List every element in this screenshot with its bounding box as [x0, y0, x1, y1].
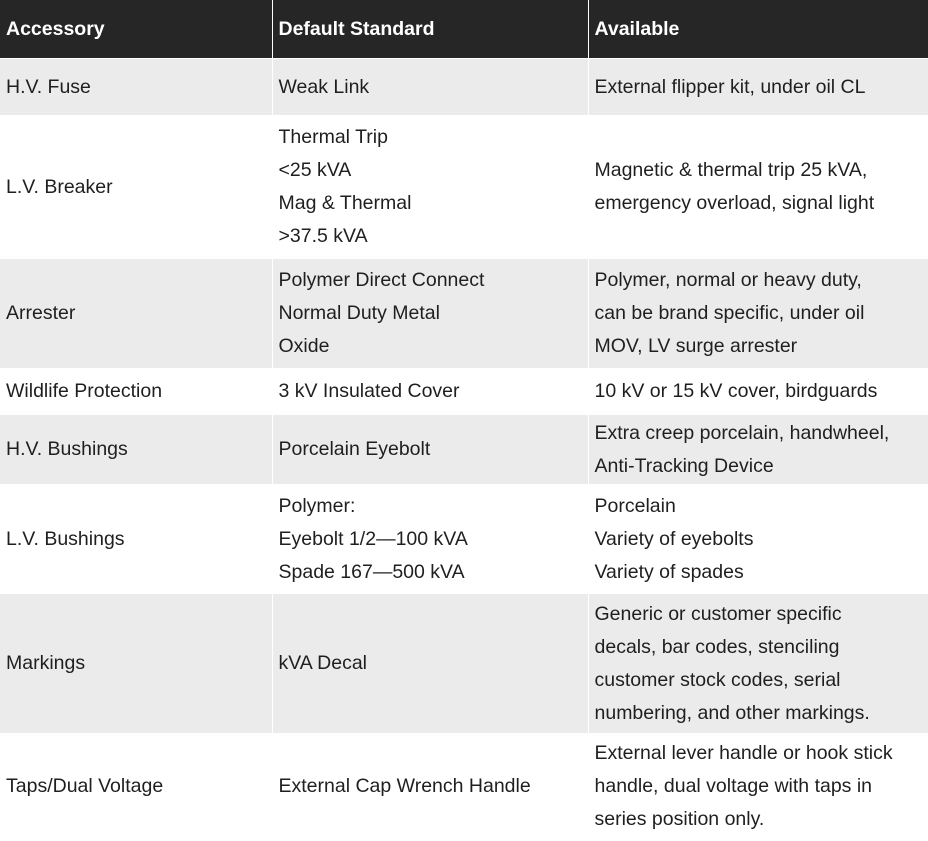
cell-line: series position only. [594, 808, 765, 831]
cell-accessory: H.V. Bushings [0, 415, 272, 485]
cell-line: 3 kV Insulated Cover [278, 380, 460, 402]
cell-available [588, 415, 928, 485]
cell-accessory: L.V. Bushings [0, 485, 272, 594]
cell-line: Weak Link [278, 75, 370, 98]
cell-available [588, 734, 928, 840]
table-row [0, 59, 928, 116]
cell-accessory: Wildlife Protection [0, 369, 272, 415]
cell-line: >37.5 kVA [278, 225, 368, 247]
table-row [0, 485, 928, 594]
cell-line: Eyebolt 1/2—100 kVA [278, 527, 468, 550]
cell-line: Oxide [278, 335, 330, 357]
header-row [0, 0, 928, 59]
cell-default-standard [272, 594, 588, 734]
cell-default-standard [272, 734, 588, 840]
cell-line: MOV, LV surge arrester [594, 335, 798, 357]
cell-accessory: Taps/Dual Voltage [0, 734, 272, 840]
cell-default-standard [272, 59, 588, 116]
cell-line: kVA Decal [278, 652, 368, 674]
cell-line: Normal Duty Metal [278, 302, 440, 324]
cell-default-standard [272, 259, 588, 369]
cell-line: Polymer, normal or heavy duty, [594, 269, 862, 291]
cell-line: Anti-Tracking Device [594, 454, 774, 477]
cell-line: External Cap Wrench Handle [278, 775, 531, 798]
cell-line: handle, dual voltage with taps in [594, 775, 873, 798]
cell-line: Polymer Direct Connect [278, 269, 485, 291]
cell-line: emergency overload, signal light [594, 192, 875, 214]
table-row [0, 369, 928, 415]
cell-default-standard [272, 485, 588, 594]
cell-default-standard [272, 116, 588, 259]
cell-accessory: Markings [0, 594, 272, 734]
cell-line: Magnetic & thermal trip 25 kVA, [594, 159, 868, 181]
cell-available [588, 59, 928, 116]
table-row [0, 116, 928, 259]
cell-line: Mag & Thermal [278, 192, 412, 214]
cell-available [588, 116, 928, 259]
cell-accessory: H.V. Fuse [0, 59, 272, 116]
cell-line: <25 kVA [278, 159, 352, 181]
cell-line: Porcelain Eyebolt [278, 438, 431, 460]
table-row [0, 734, 928, 840]
cell-available [588, 594, 928, 734]
cell-line: External lever handle or hook stick [594, 742, 893, 765]
cell-line: customer stock codes, serial [594, 668, 841, 691]
cell-line: Extra creep porcelain, handwheel, [594, 421, 890, 444]
cell-line: Thermal Trip [278, 126, 388, 148]
cell-line: Variety of spades [594, 560, 744, 583]
cell-available [588, 259, 928, 369]
cell-line: 10 kV or 15 kV cover, birdguards [594, 380, 878, 402]
cell-line: Polymer: [278, 494, 356, 517]
cell-line: Variety of eyebolts [594, 527, 754, 550]
cell-default-standard [272, 369, 588, 415]
cell-line: numbering, and other markings. [594, 701, 870, 724]
cell-line: decals, bar codes, stenciling [594, 635, 840, 658]
table-row [0, 594, 928, 734]
cell-line: can be brand specific, under oil [594, 302, 865, 324]
cell-accessory: Arrester [0, 259, 272, 369]
table-row [0, 259, 928, 369]
header-accessory: Accessory [0, 0, 272, 59]
cell-line: Generic or customer specific [594, 602, 842, 625]
cell-line: External flipper kit, under oil CL [594, 75, 866, 98]
table-row [0, 415, 928, 485]
cell-accessory: L.V. Breaker [0, 116, 272, 259]
header-default-standard: Default Standard [272, 0, 588, 59]
cell-default-standard [272, 415, 588, 485]
cell-available [588, 369, 928, 415]
cell-available [588, 485, 928, 594]
cell-line: Porcelain [594, 494, 676, 517]
header-available: Available [588, 0, 928, 59]
cell-line: Spade 167—500 kVA [278, 560, 465, 583]
